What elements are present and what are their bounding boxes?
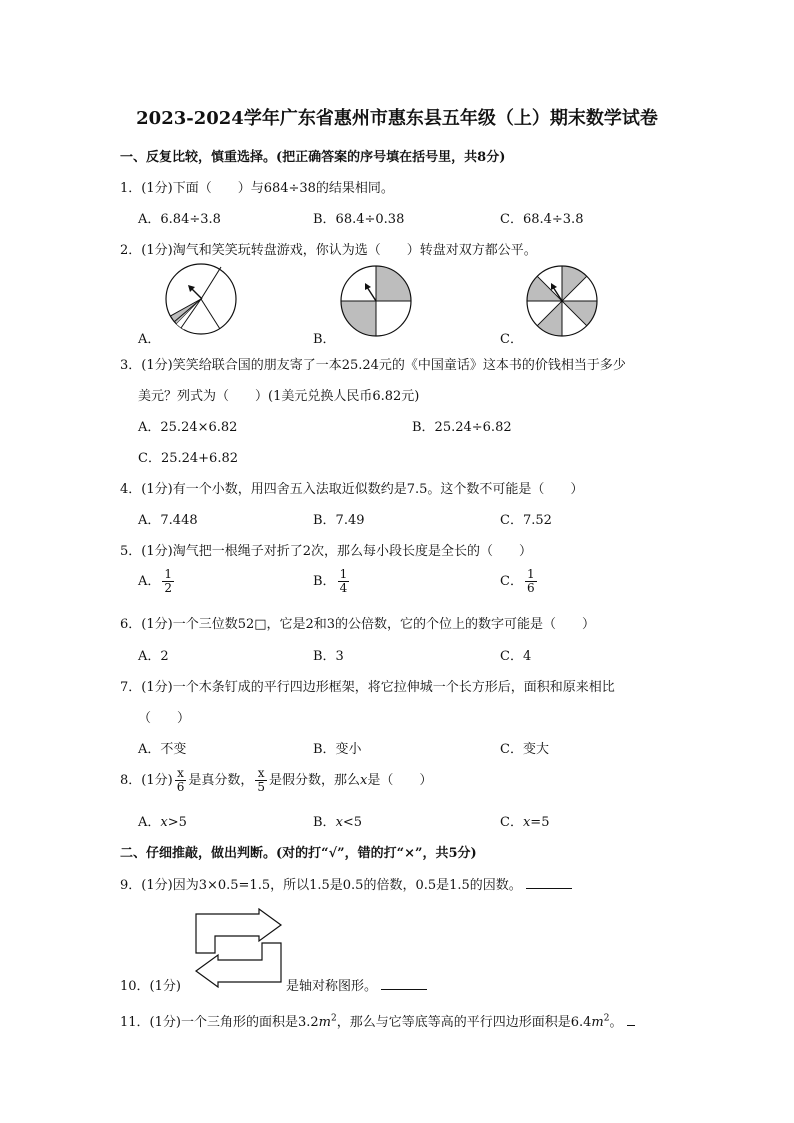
question-number: 11．(1分) <box>120 1015 181 1030</box>
question-6 <box>120 613 595 632</box>
q4-option-c: C．7.52 <box>500 513 552 528</box>
option-label: B． <box>313 574 336 589</box>
spinner-c-image <box>526 265 598 337</box>
question-text: 笑笑给联合国的朋友寄了一本25.24元的《中国童话》这本书的价钱相当于多少 <box>172 358 626 373</box>
question-number: 5．(1分) <box>120 544 173 559</box>
question-text: 因为3×0.5=1.5，所以1.5是0.5的倍数，0.5是1.5的因数。 <box>172 878 522 893</box>
section-1-heading: 一、反复比较，慎重选择。(把正确答案的序号填在括号里，共8分) <box>120 150 506 165</box>
q1-option-a: A．6.84÷3.8 <box>138 212 221 227</box>
question-text: 是（ ） <box>367 773 433 788</box>
answer-blank[interactable] <box>526 876 572 889</box>
question-1 <box>120 177 394 196</box>
variable: x <box>360 773 368 788</box>
question-text: 淘气和笑笑玩转盘游戏，你认为选（ ）转盘对双方都公平。 <box>172 243 537 258</box>
q1-option-c: C．68.4÷3.8 <box>500 212 584 227</box>
option-label: C． <box>500 574 523 589</box>
question-text: 一个三角形的面积是3.2 <box>180 1015 319 1030</box>
q7-option-a: A．不变 <box>138 742 187 757</box>
q8-option-b: B．x<5 <box>313 815 363 830</box>
q8-option-a: A．x>5 <box>138 815 187 830</box>
q5-option-a <box>138 568 176 595</box>
q5-option-c <box>500 568 539 595</box>
question-text: 一个三位数52□，它是2和3的公倍数，它的个位上的数字可能是（ ） <box>172 617 596 632</box>
q2-option-b: B． <box>313 332 336 347</box>
page-title: 2023-2024学年广东省惠州市惠东县五年级（上）期末数学试卷 <box>136 108 658 129</box>
q2-option-a: A． <box>138 332 161 347</box>
q3-option-c: C．25.24+6.82 <box>138 451 239 466</box>
question-text: 有一个小数，用四舍五入法取近似数约是7.5。这个数不可能是（ ） <box>172 482 584 497</box>
q5-option-b <box>313 568 351 595</box>
section-2-heading: 二、仔细推敲，做出判断。(对的打“√”，错的打“×”，共5分) <box>120 846 477 861</box>
q6-option-a: A．2 <box>138 649 169 664</box>
question-text: 淘气把一根绳子对折了2次，那么每小段长度是全长的（ ） <box>172 544 532 559</box>
q2-option-c: C． <box>500 332 523 347</box>
question-3 <box>120 354 626 373</box>
question-2 <box>120 239 537 258</box>
question-text: 是假分数，那么 <box>268 773 360 788</box>
q7-option-c: C．变大 <box>500 742 549 757</box>
question-number: 4．(1分) <box>120 482 173 497</box>
q8-option-c: C．x=5 <box>500 815 550 830</box>
question-text: 是真分数， <box>188 773 254 788</box>
question-text: 一个木条钉成的平行四边形框架，将它拉伸城一个长方形后，面积和原来相比 <box>172 680 615 695</box>
q4-option-a: A．7.448 <box>138 513 198 528</box>
option-label: A． <box>138 574 161 589</box>
fraction: $\frac{1}{2}$ <box>164 567 173 595</box>
unit: m <box>318 1015 331 1030</box>
fraction: $\frac{x}{5}$ <box>257 766 265 794</box>
question-text: 是轴对称图形。 <box>286 979 378 994</box>
question-number: 2．(1分) <box>120 243 173 258</box>
question-number: 7．(1分) <box>120 680 173 695</box>
fraction: $\frac{x}{6}$ <box>176 766 185 794</box>
question-5 <box>120 540 532 559</box>
question-8 <box>120 767 432 794</box>
spinner-b-image <box>340 265 412 337</box>
exponent: 2 <box>603 1013 610 1024</box>
question-7 <box>120 676 615 695</box>
question-10-number: 10．(1分) <box>120 979 181 994</box>
question-number: 8．(1分) <box>120 773 173 788</box>
spinner-a-image <box>164 262 238 336</box>
question-11 <box>120 1011 635 1030</box>
q1-option-b: B．68.4÷0.38 <box>313 212 405 227</box>
q7-option-b: B．变小 <box>313 742 362 757</box>
fraction: $\frac{1}{6}$ <box>526 567 535 595</box>
question-text: ，那么与它等底等高的平行四边形面积是6.4 <box>336 1015 592 1030</box>
exponent: 2 <box>330 1013 337 1024</box>
question-9 <box>120 874 572 893</box>
answer-blank[interactable] <box>627 1013 635 1026</box>
q4-option-b: B．7.49 <box>313 513 365 528</box>
question-10 <box>286 975 427 994</box>
answer-blank[interactable] <box>381 977 427 990</box>
question-number: 3．(1分) <box>120 358 173 373</box>
question-number: 1．(1分) <box>120 181 173 196</box>
q6-option-b: B．3 <box>313 649 344 664</box>
question-number: 6．(1分) <box>120 617 173 632</box>
q3-option-b: B．25.24÷6.82 <box>412 420 512 435</box>
question-4 <box>120 478 583 497</box>
q3-option-a: A．25.24×6.82 <box>138 420 238 435</box>
question-text: 。 <box>609 1015 623 1030</box>
q6-option-c: C．4 <box>500 649 532 664</box>
question-3-line-2: 美元？列式为（ ）(1美元兑换人民币6.82元) <box>138 389 420 404</box>
fraction: $\frac{1}{4}$ <box>339 567 348 595</box>
unit: m <box>591 1015 604 1030</box>
question-7-line-2: （ ） <box>138 711 191 726</box>
question-number: 9．(1分) <box>120 878 173 893</box>
question-text: 下面（ ）与684÷38的结果相同。 <box>172 181 394 196</box>
double-arrow-figure <box>193 908 285 988</box>
